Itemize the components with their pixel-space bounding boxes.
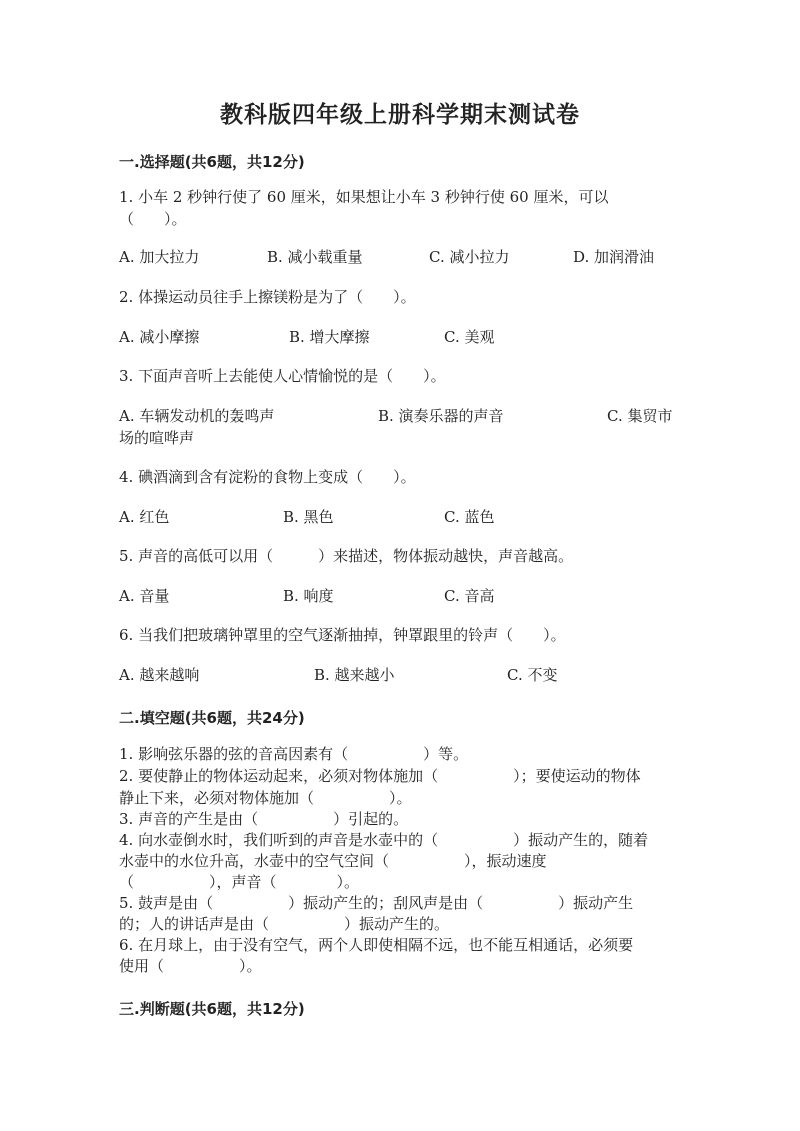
question-1-option-c: C. 减小拉力 bbox=[429, 248, 510, 266]
question-5-stem: 5. 声音的高低可以用（ ）来描述，物体振动越快，声音越高。 bbox=[119, 547, 574, 565]
question-2-option-a: A. 减小摩擦 bbox=[119, 328, 200, 346]
question-3-option-a: A. 车辆发动机的轰鸣声 bbox=[119, 407, 275, 425]
question-4-option-c: C. 蓝色 bbox=[444, 508, 495, 526]
question-3-option-c: C. 集贸市 bbox=[607, 407, 673, 425]
question-1-stem-line-1: 1. 小车 2 秒钟行使了 60 厘米，如果想让小车 3 秒钟行使 60 厘米，可以 bbox=[119, 188, 609, 206]
question-5-option-c: C. 音高 bbox=[444, 587, 495, 605]
fill-line: 的；人的讲话声是由（ ）振动产生的。 bbox=[119, 915, 450, 933]
section-heading-fill: 二.填空题(共6题，共24分) bbox=[119, 709, 305, 727]
question-6-stem: 6. 当我们把玻璃钟罩里的空气逐渐抽掉，钟罩跟里的铃声（ ）。 bbox=[119, 626, 566, 644]
fill-line: 静止下来，必须对物体施加（ ）。 bbox=[119, 789, 412, 807]
fill-line: 水壶中的水位升高，水壶中的空气空间（ ），振动速度 bbox=[119, 852, 547, 870]
fill-line: 使用（ ）。 bbox=[119, 957, 262, 975]
section-heading-choice: 一.选择题(共6题，共12分) bbox=[119, 153, 305, 171]
question-2-stem: 2. 体操运动员往手上擦镁粉是为了（ ）。 bbox=[119, 288, 416, 306]
question-4-stem: 4. 碘酒滴到含有淀粉的食物上变成（ ）。 bbox=[119, 468, 416, 486]
fill-line: 6. 在月球上，由于没有空气，两个人即使相隔不远，也不能互相通话，必须要 bbox=[119, 936, 634, 954]
question-2-option-c: C. 美观 bbox=[444, 328, 495, 346]
question-1-option-a: A. 加大拉力 bbox=[119, 248, 200, 266]
fill-line: 1. 影响弦乐器的弦的音高因素有（ ）等。 bbox=[119, 745, 469, 763]
question-5-option-a: A. 音量 bbox=[119, 587, 170, 605]
fill-line: （ ），声音（ ）。 bbox=[119, 873, 360, 891]
question-2-option-b: B. 增大摩擦 bbox=[289, 328, 370, 346]
question-6-option-c: C. 不变 bbox=[507, 666, 558, 684]
question-3-stem: 3. 下面声音听上去能使人心情愉悦的是（ ）。 bbox=[119, 367, 446, 385]
question-1-stem-line-2: （ ）。 bbox=[119, 210, 187, 228]
fill-line: 3. 声音的产生是由（ ）引起的。 bbox=[119, 810, 409, 828]
question-3-option-b: B. 演奏乐器的声音 bbox=[378, 407, 504, 425]
exam-title: 教科版四年级上册科学期末测试卷 bbox=[220, 102, 580, 128]
fill-line: 2. 要使静止的物体运动起来，必须对物体施加（ ）；要使运动的物体 bbox=[119, 767, 641, 785]
question-6-option-b: B. 越来越小 bbox=[314, 666, 395, 684]
question-3-option-c-continued: 场的喧哗声 bbox=[119, 429, 195, 447]
fill-line: 4. 向水壶倒水时，我们听到的声音是水壶中的（ ）振动产生的，随着 bbox=[119, 831, 649, 849]
question-5-option-b: B. 响度 bbox=[283, 587, 334, 605]
question-4-option-b: B. 黑色 bbox=[283, 508, 334, 526]
question-4-option-a: A. 红色 bbox=[119, 508, 170, 526]
section-heading-judge: 三.判断题(共6题，共12分) bbox=[119, 1000, 305, 1018]
question-6-option-a: A. 越来越响 bbox=[119, 666, 200, 684]
question-1-option-d: D. 加润滑油 bbox=[573, 248, 655, 266]
fill-line: 5. 鼓声是由（ ）振动产生的；刮风声是由（ ）振动产生 bbox=[119, 894, 634, 912]
question-1-option-b: B. 减小载重量 bbox=[267, 248, 363, 266]
